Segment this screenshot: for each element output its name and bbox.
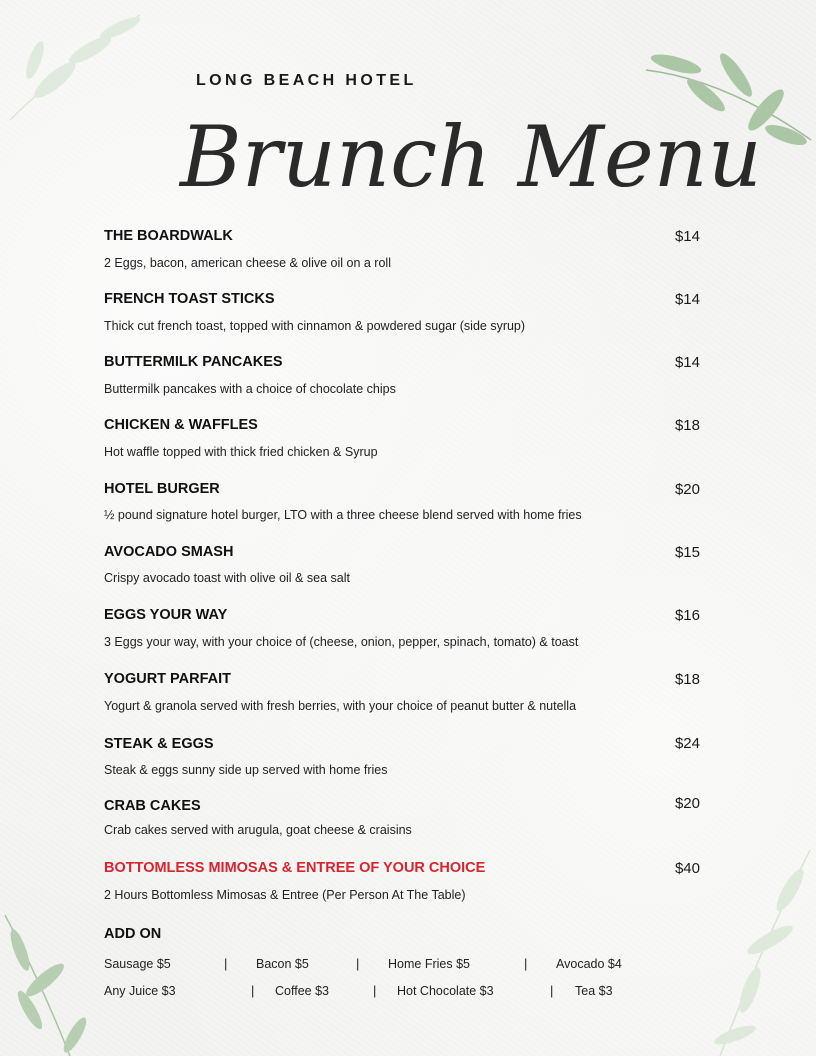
menu-item-description: Buttermilk pancakes with a choice of chocolate chips [104, 382, 396, 396]
add-on-title: ADD ON [104, 926, 162, 942]
add-on-item: Tea $3 [575, 984, 613, 998]
script-title [178, 74, 762, 224]
menu-item-description: Steak & eggs sunny side up served with home fries [104, 763, 388, 777]
menu-item-description: Yogurt & granola served with fresh berries, with your choice of peanut butter & nutella [104, 699, 577, 713]
add-on-item: Home Fries $5 [388, 957, 470, 971]
script-title-text: Brunch Menu [180, 108, 762, 206]
menu-item-price: $16 [674, 607, 700, 624]
add-on-item: Avocado $4 [556, 957, 622, 971]
menu-item-price: $14 [674, 291, 700, 308]
leaf-branch-icon-bottom-left [0, 910, 110, 1056]
menu-item-price: $24 [674, 735, 700, 752]
menu-item-price: $15 [674, 544, 700, 561]
menu-item-description: Thick cut french toast, topped with cinnamon & powdered sugar (side syrup) [104, 319, 526, 333]
menu-item-name: FRENCH TOAST STICKS [104, 291, 275, 307]
add-on-separator: | [524, 956, 528, 971]
menu-item-description: 2 Eggs, bacon, american cheese & olive oil on a roll [104, 256, 391, 270]
menu-item-description: 2 Hours Bottomless Mimosas & Entree (Per Person At The Table) [104, 888, 466, 902]
menu-item-price: $20 [674, 795, 700, 812]
menu-item-price: $14 [674, 228, 700, 245]
add-on-separator: | [550, 983, 554, 998]
menu-item-name-special: BOTTOMLESS MIMOSAS & ENTREE OF YOUR CHOICE [104, 860, 486, 876]
menu-item-name: EGGS YOUR WAY [104, 607, 228, 623]
add-on-separator: | [224, 956, 228, 971]
add-on-item: Any Juice $3 [104, 984, 176, 998]
menu-item-price: $14 [674, 354, 700, 371]
menu-item-description: Hot waffle topped with thick fried chicken & Syrup [104, 445, 378, 459]
add-on-separator: | [356, 956, 360, 971]
menu-item-name: CRAB CAKES [104, 798, 201, 814]
menu-item-description: Crispy avocado toast with olive oil & sea salt [104, 571, 350, 585]
menu-item-name: STEAK & EGGS [104, 736, 214, 752]
menu-item-name: YOGURT PARFAIT [104, 671, 232, 687]
add-on-item: Bacon $5 [256, 957, 309, 971]
menu-item-description: Crab cakes served with arugula, goat cheese & craisins [104, 823, 412, 837]
menu-item-description: 3 Eggs your way, with your choice of (cheese, onion, pepper, spinach, tomato) & toast [104, 635, 579, 649]
menu-item-name: HOTEL BURGER [104, 481, 220, 497]
leaf-branch-icon-bottom-right [700, 840, 816, 1056]
add-on-item: Coffee $3 [275, 984, 329, 998]
menu-item-price: $18 [674, 671, 700, 688]
menu-item-price: $40 [674, 860, 700, 877]
add-on-separator: | [373, 983, 377, 998]
leaf-branch-icon-top-left [0, 0, 160, 140]
menu-item-name: CHICKEN & WAFFLES [104, 417, 258, 433]
menu-item-name: BUTTERMILK PANCAKES [104, 354, 283, 370]
add-on-item: Sausage $5 [104, 957, 171, 971]
menu-item-description: ½ pound signature hotel burger, LTO with a three cheese blend served with home fries [104, 508, 582, 522]
menu-item-price: $20 [674, 481, 700, 498]
hotel-name: LONG BEACH HOTEL [196, 72, 417, 89]
add-on-item: Hot Chocolate $3 [397, 984, 494, 998]
menu-item-price: $18 [674, 417, 700, 434]
menu-item-name: AVOCADO SMASH [104, 544, 234, 560]
menu-item-name: THE BOARDWALK [104, 228, 233, 244]
add-on-separator: | [251, 983, 255, 998]
